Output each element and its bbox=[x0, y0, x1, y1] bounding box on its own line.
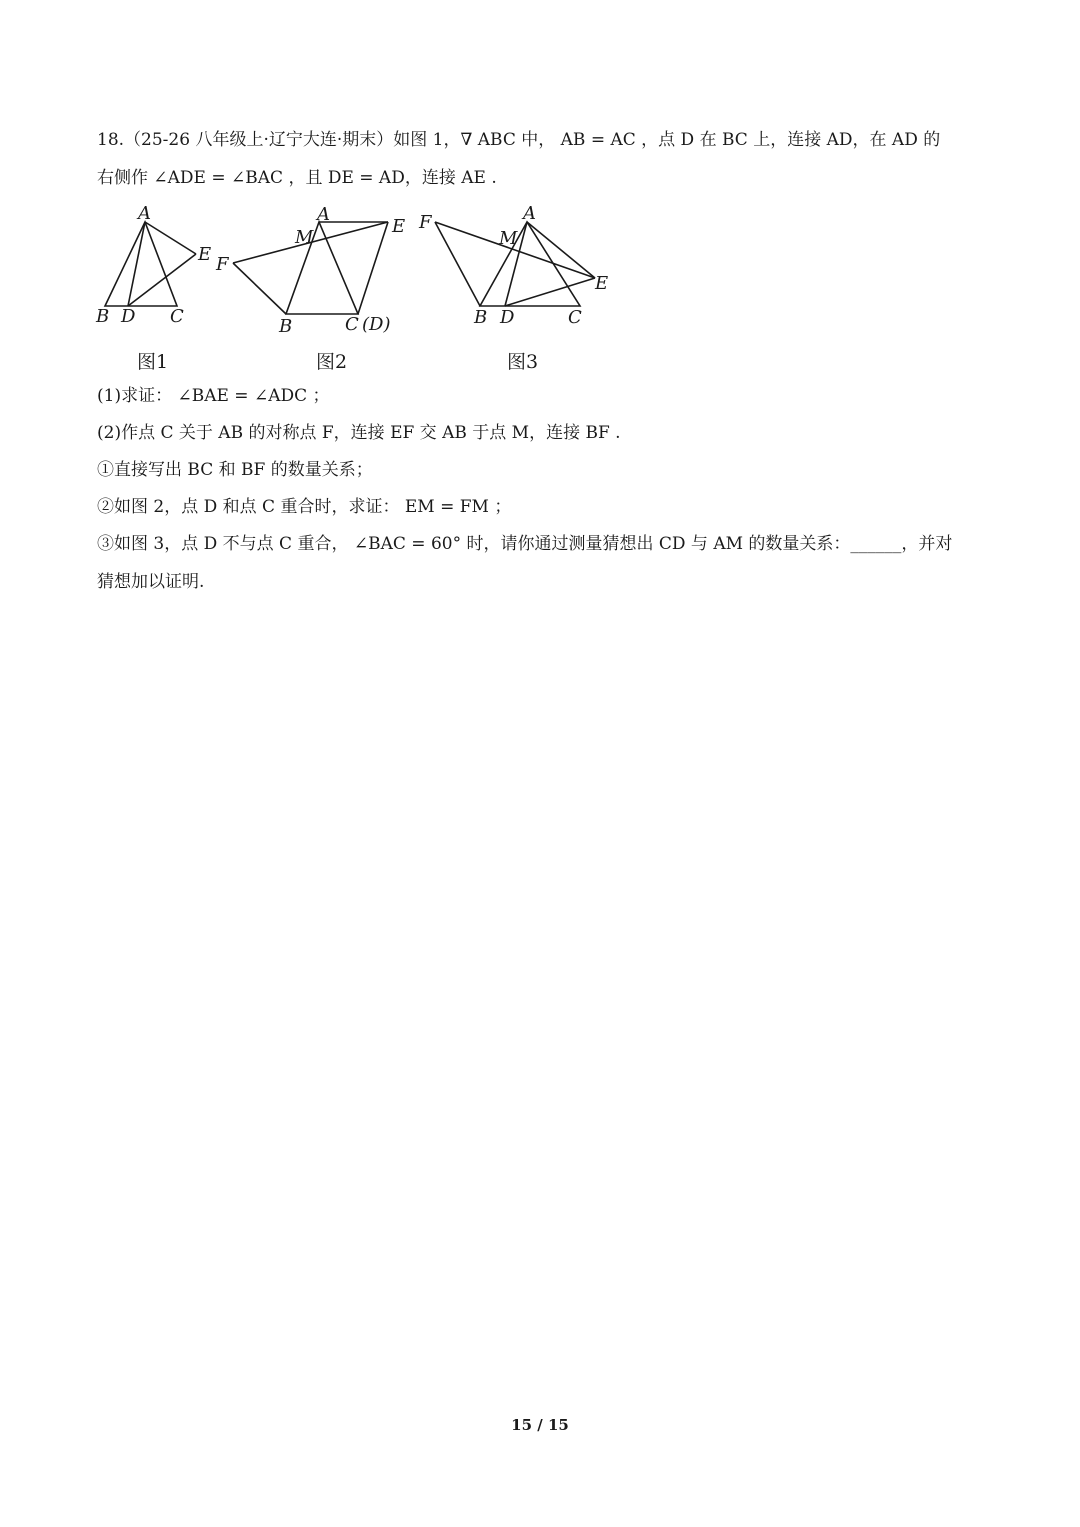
fig2-segment-bf bbox=[233, 263, 286, 314]
question-1: (1)求证： ∠BAE = ∠ADC ； bbox=[97, 386, 330, 406]
fig1-label-d: D bbox=[121, 306, 136, 327]
fig3-label-a: A bbox=[523, 203, 536, 224]
question-2: (2)作点 C 关于 AB 的对称点 F，连接 EF 交 AB 于点 M，连接 BF . bbox=[97, 423, 621, 443]
fig3-segment-ae bbox=[527, 222, 595, 278]
fig2-label-c: C bbox=[345, 314, 359, 335]
fig2-label-d: (D) bbox=[362, 314, 391, 335]
fig1-segment-ae bbox=[145, 222, 196, 254]
fig3-label-f: F bbox=[419, 212, 432, 233]
question-2-part-3-continued: 猜想加以证明. bbox=[97, 572, 205, 592]
fig3-label-d: D bbox=[500, 307, 515, 328]
figure-1-caption: 图1 bbox=[137, 351, 169, 373]
fig2-label-b: B bbox=[279, 316, 293, 337]
fig3-label-c: C bbox=[568, 307, 582, 328]
question-2-part-1: ①直接写出 BC 和 BF 的数量关系； bbox=[97, 460, 373, 480]
fig2-label-f: F bbox=[216, 254, 229, 275]
figure-3 bbox=[418, 203, 608, 328]
fig1-label-e: E bbox=[198, 244, 212, 265]
fig1-segment-de bbox=[128, 254, 196, 306]
fig2-segment-ce bbox=[358, 222, 388, 314]
fig2-label-m: M bbox=[295, 227, 314, 248]
fig2-label-e: E bbox=[392, 216, 406, 237]
question-2-part-3: ③如图 3，点 D 不与点 C 重合， ∠BAC = 60° 时，请你通过测量猜想出 CD 与 AM 的数量关系：______，并对 bbox=[97, 534, 953, 554]
figure-2-caption: 图2 bbox=[316, 351, 348, 373]
fig3-triangle-abc bbox=[480, 222, 580, 306]
fig2-label-a: A bbox=[317, 204, 330, 225]
fig1-label-b: B bbox=[96, 306, 110, 327]
fig3-label-b: B bbox=[474, 307, 488, 328]
fig1-label-c: C bbox=[170, 306, 184, 327]
problem-statement-line-2: 右侧作 ∠ADE = ∠BAC ，且 DE = AD，连接 AE . bbox=[97, 168, 497, 188]
figure-3-caption: 图3 bbox=[507, 351, 539, 373]
problem-statement-line-1: 18.（25-26 八年级上·辽宁大连·期末）如图 1，∇ ABC 中， AB = AC ，点 D 在 BC 上，连接 AD，在 AD 的 bbox=[97, 130, 941, 150]
fig3-label-m: M bbox=[499, 228, 518, 249]
figure-1 bbox=[95, 203, 211, 327]
fig3-segment-de bbox=[505, 278, 595, 306]
page-number: 15 / 15 bbox=[511, 1416, 569, 1434]
geometry-figures bbox=[90, 200, 630, 340]
fig3-label-e: E bbox=[595, 273, 609, 294]
fig1-segment-ad bbox=[128, 222, 145, 306]
fig1-label-a: A bbox=[138, 203, 151, 224]
figure-2 bbox=[215, 204, 405, 337]
question-2-part-2: ②如图 2，点 D 和点 C 重合时，求证： EM = FM ； bbox=[97, 497, 512, 517]
